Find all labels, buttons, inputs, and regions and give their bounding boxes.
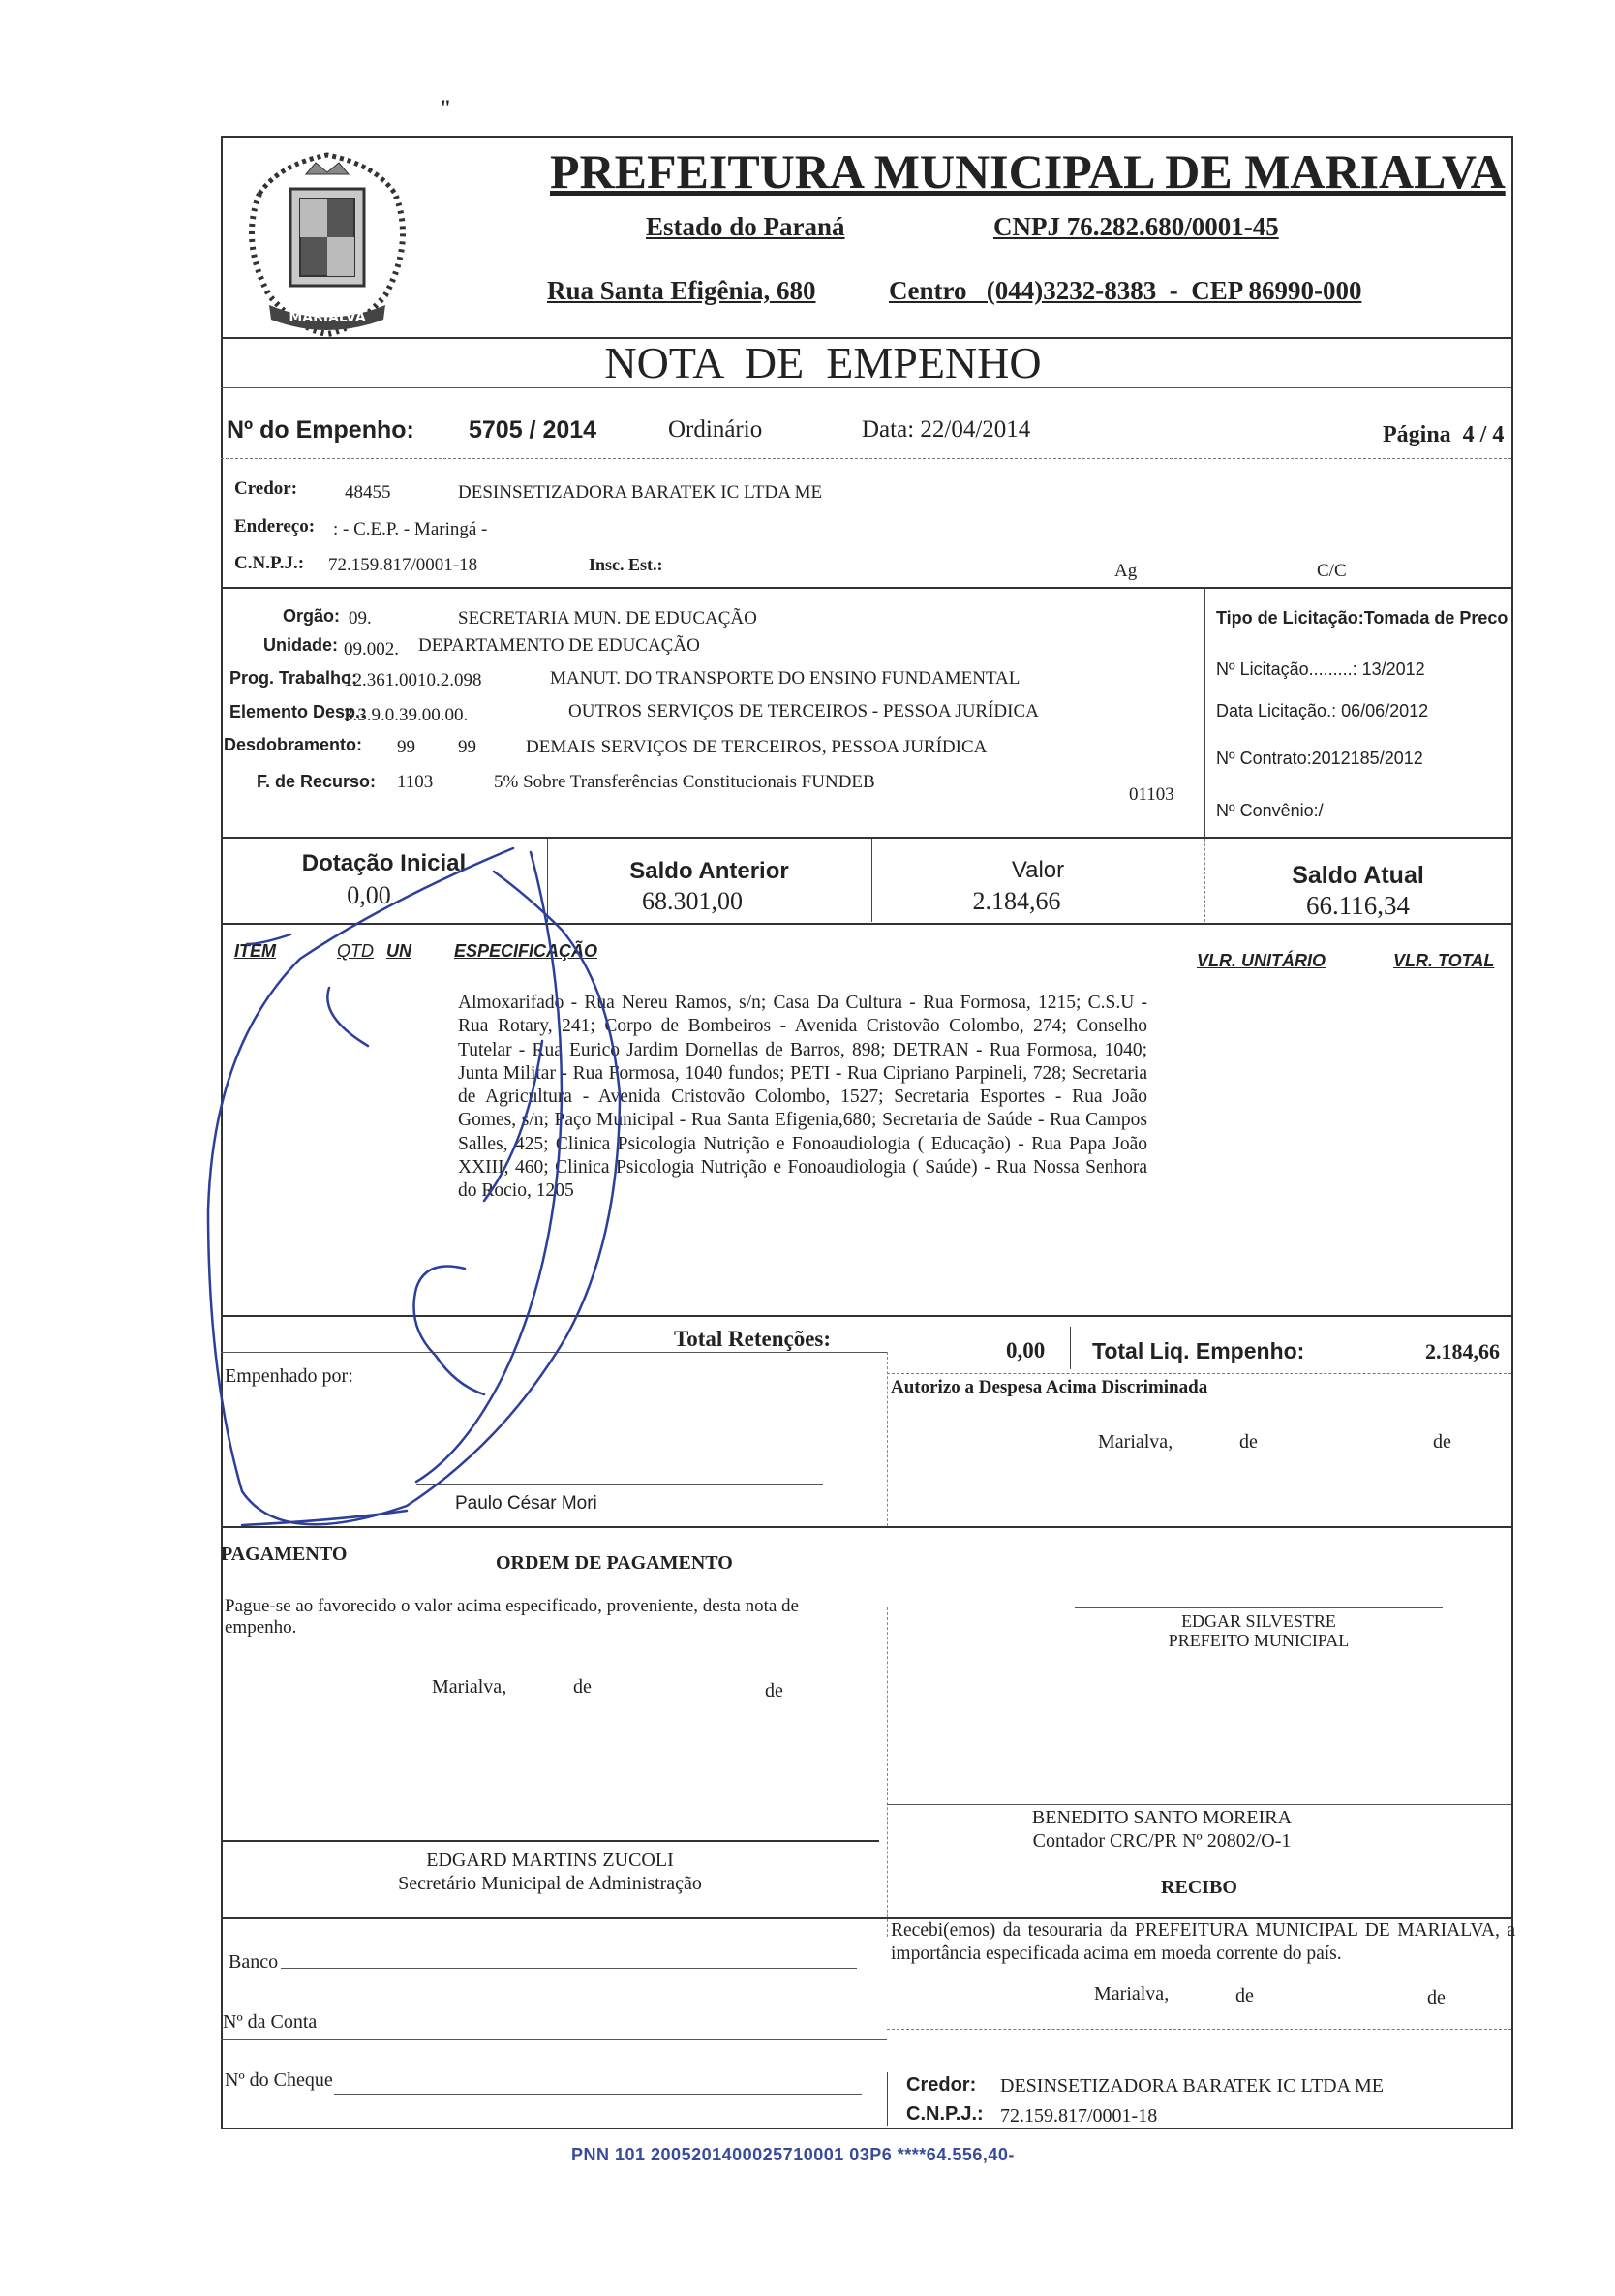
recibo-credor-sep [887, 2072, 888, 2126]
col-vlr-unitario: VLR. UNITÁRIO [1197, 951, 1326, 970]
dotacao-inicial-value: 0,00 [347, 881, 391, 909]
cheque-line [334, 2094, 862, 2095]
cnpj-header: CNPJ 76.282.680/0001-45 [993, 212, 1279, 241]
ordem-pagamento: ORDEM DE PAGAMENTO [496, 1552, 733, 1574]
total-liquido-value: 2.184,66 [1425, 1339, 1500, 1363]
unidade-label: Unidade: [263, 635, 339, 655]
recibo-cnpj-value: 72.159.817/0001-18 [1000, 2105, 1158, 2127]
recibo-texto: Recebi(emos) da tesouraria da PREFEITURA MUNICIPAL DE MARIALVA, a importância especificada acima em moeda corrente do país. [891, 1920, 1515, 1964]
contador-cargo: Contador CRC/PR Nº 20802/O-1 [1032, 1830, 1292, 1852]
recibo-credor-line [887, 2029, 1511, 2030]
recibo-cnpj-label: C.N.P.J.: [906, 2103, 984, 2125]
page-indicator: Página 4 / 4 [1383, 422, 1505, 447]
autoriza-de1: de [1239, 1431, 1258, 1453]
elemento-despesa-label: Elemento Desp.: [229, 702, 367, 721]
empenho-date: Data: 22/04/2014 [862, 416, 1031, 443]
pagamento-texto: Pague-se ao favorecido o valor acima especificado, proveniente, desta nota de empenho. [225, 1596, 799, 1638]
recibo-de2: de [1427, 1987, 1446, 2008]
address-rest: Centro (044)3232-8383 - CEP 86990-000 [889, 276, 1362, 305]
total-liquido-label: Total Liq. Empenho: [1092, 1338, 1305, 1363]
numero-convenio: Nº Convênio:/ [1216, 801, 1324, 820]
fonte-recurso-code: 1103 [397, 772, 434, 792]
col-item: ITEM [234, 941, 276, 961]
prog-trabalho-name: MANUT. DO TRANSPORTE DO ENSINO FUNDAMENTAL [550, 668, 1021, 689]
empenhado-top-line [221, 1352, 887, 1353]
numero-contrato: Nº Contrato:2012185/2012 [1216, 749, 1423, 768]
desdobramento-name: DEMAIS SERVIÇOS DE TERCEIROS, PESSOA JURÍDICA [526, 737, 988, 757]
licitacao-divider [1204, 587, 1205, 837]
inscricao-label: Insc. Est.: [589, 555, 663, 574]
empenho-number: 5705 / 2014 [469, 416, 597, 444]
logo-motto-text: MARIALVA [289, 310, 366, 325]
empenhado-nome: Paulo César Mori [455, 1493, 597, 1514]
prefeito-sign-line [1075, 1607, 1443, 1608]
pagamento-cidade: Marialva, [432, 1676, 507, 1698]
col-qtd: QTD [337, 941, 374, 961]
credor-name: DESINSETIZADORA BARATEK IC LTDA ME [458, 482, 823, 503]
pagamento-de2: de [765, 1680, 783, 1701]
fonte-recurso-label: F. de Recurso: [257, 772, 377, 791]
credor-divider [221, 587, 1511, 589]
recibo-de1: de [1235, 1985, 1254, 2006]
valor-value: 2.184,66 [972, 887, 1061, 915]
banco-line [281, 1968, 857, 1969]
prefeito-cargo: PREFEITO MUNICIPAL [1168, 1631, 1350, 1650]
orgao-code: 09. [349, 608, 372, 628]
municipal-coat-of-arms-logo [230, 136, 424, 344]
cnpj-label: C.N.P.J.: [234, 553, 305, 573]
address-street: Rua Santa Efigênia, 680 [547, 276, 816, 305]
empenhado-sign-line [416, 1484, 823, 1485]
banco-label: Banco [229, 1951, 279, 1973]
total-retencoes-label: Total Retenções: [674, 1327, 832, 1351]
saldo-atual-value: 66.116,34 [1306, 891, 1410, 920]
totals-sep [1070, 1327, 1071, 1369]
endereco-value: : - C.E.P. - Maringá - [333, 519, 488, 539]
cheque-label: Nº do Cheque [225, 2069, 333, 2091]
orgao-label: Orgão: [283, 606, 341, 626]
recibo-titulo: RECIBO [1161, 1877, 1237, 1898]
valor-label: Valor [1011, 857, 1065, 883]
recibo-credor-nome: DESINSETIZADORA BARATEK IC LTDA ME [1000, 2075, 1384, 2097]
autorizo-despesa: Autorizo a Despesa Acima Discriminada [891, 1377, 1208, 1397]
tipo-licitacao-text: Tipo de Licitação:Tomada de Preco [1216, 608, 1508, 628]
unidade-code: 09.002. [344, 639, 399, 659]
col-un: UN [386, 941, 411, 961]
fonte-recurso-name: 5% Sobre Transferências Constitucionais FUNDEB [494, 772, 875, 792]
desdobramento-b: 99 [458, 737, 476, 757]
stray-mark: " [440, 95, 452, 119]
values-divider [221, 923, 1511, 925]
pagamento-de1: de [573, 1676, 592, 1698]
totals-top-line [221, 1315, 1511, 1317]
secretario-nome: EDGARD MARTINS ZUCOLI [426, 1850, 674, 1871]
state-label: Estado do Paraná [646, 212, 845, 241]
footer-code: PNN 101 2005201400025710001 03P6 ****64.556,40- [571, 2145, 1015, 2164]
saldo-anterior-label: Saldo Anterior [629, 858, 789, 884]
total-retencoes-value: 0,00 [1006, 1338, 1046, 1362]
dotacao-divider [221, 837, 1511, 839]
conta-corrente-label: C/C [1317, 561, 1347, 581]
desdobramento-a: 99 [397, 737, 415, 757]
secretario-cargo: Secretário Municipal de Administração [398, 1873, 702, 1894]
empenho-number-label: Nº do Empenho: [227, 416, 414, 444]
desdobramento-label: Desdobramento: [224, 735, 363, 754]
credor-label: Credor: [234, 478, 298, 499]
endereco-label: Endereço: [234, 516, 316, 536]
agencia-label: Ag [1114, 561, 1138, 581]
autoriza-cidade: Marialva, [1098, 1431, 1173, 1453]
prefeito-nome: EDGAR SILVESTRE [1181, 1611, 1336, 1631]
contador-sign-line [887, 1804, 1511, 1805]
orgao-name: SECRETARIA MUN. DE EDUCAÇÃO [458, 608, 757, 628]
col-vlr-total: VLR. TOTAL [1393, 951, 1495, 970]
data-licitacao: Data Licitação.: 06/06/2012 [1216, 701, 1429, 720]
title-divider [221, 387, 1511, 388]
dotacao-inicial-label: Dotação Inicial [301, 850, 467, 876]
contador-nome: BENEDITO SANTO MOREIRA [1031, 1807, 1293, 1828]
autoriza-de2: de [1433, 1431, 1451, 1453]
municipality-title: PREFEITURA MUNICIPAL DE MARIALVA [550, 144, 1506, 199]
recibo-credor-label: Credor: [906, 2074, 977, 2096]
col-especificacao: ESPECIFICAÇÃO [454, 941, 598, 961]
empenhado-por-label: Empenhado por: [225, 1365, 353, 1387]
conta-line [221, 2039, 887, 2040]
prog-trabalho-code: 12.361.0010.2.098 [344, 670, 482, 690]
empenho-type: Ordinário [668, 416, 763, 443]
prog-trabalho-label: Prog. Trabalho: [229, 668, 358, 688]
saldo-atual-label: Saldo Atual [1292, 862, 1424, 889]
pagamento-label: PAGAMENTO [221, 1544, 348, 1565]
unidade-name: DEPARTAMENTO DE EDUCAÇÃO [418, 635, 700, 656]
numero-licitacao: Nº Licitação.........: 13/2012 [1216, 659, 1425, 679]
item-especificacao: Almoxarifado - Rua Nereu Ramos, s/n; Casa Da Cultura - Rua Formosa, 1215; C.S.U - Rua Rotary, 241; Corpo de Bombeiros - Avenida Cristovão Colombo, 274; Conselho Tutelar - Rua Eurico Jardim Dornellas de Barros, 898; DETRAN - Rua Formosa, 1040; Junta Militar - Rua Formosa, 1040 fundos; PETI - Rua Cipriano Parpineli, 728; Secretaria de Agricultura - Avenida Cristovão Colombo, 1527; Secretaria Esportes - Rua João Gomes, s/n; Paço Municipal - Rua Santa Efigenia,680; Secretaria de Saúde - Rua Campos Salles, 425; Clinica Psicologia Nutrição e Fonoaudiologia ( Educação) - Rua Papa João XXIII, 460; Clinica Psicologia Nutrição e Fonoaudiologia ( Saúde) - Rua Nossa Senhora do Rocio, 1205 [458, 993, 1147, 1202]
fonte-recurso-code2: 01103 [1129, 784, 1174, 805]
tipo-licitacao [1216, 608, 1508, 628]
saldo-anterior-value: 68.301,00 [642, 887, 743, 915]
autoriza-top-line [887, 1373, 1511, 1374]
elemento-despesa-name: OUTROS SERVIÇOS DE TERCEIROS - PESSOA JURÍDICA [568, 701, 1039, 721]
credor-code: 48455 [345, 482, 391, 503]
cnpj-value: 72.159.817/0001-18 [328, 555, 478, 575]
secretario-sign-line [221, 1840, 879, 1842]
document-title: NOTA DE EMPENHO [604, 338, 1042, 387]
conta-label: Nº da Conta [223, 2011, 318, 2033]
empenho-divider [221, 458, 1511, 459]
pagamento-top-line [221, 1526, 1511, 1528]
empenhado-autoriza-sep [887, 1352, 888, 1526]
recibo-cidade: Marialva, [1094, 1983, 1170, 2005]
elemento-despesa-code: 3.3.9.0.39.00.00. [344, 705, 469, 725]
